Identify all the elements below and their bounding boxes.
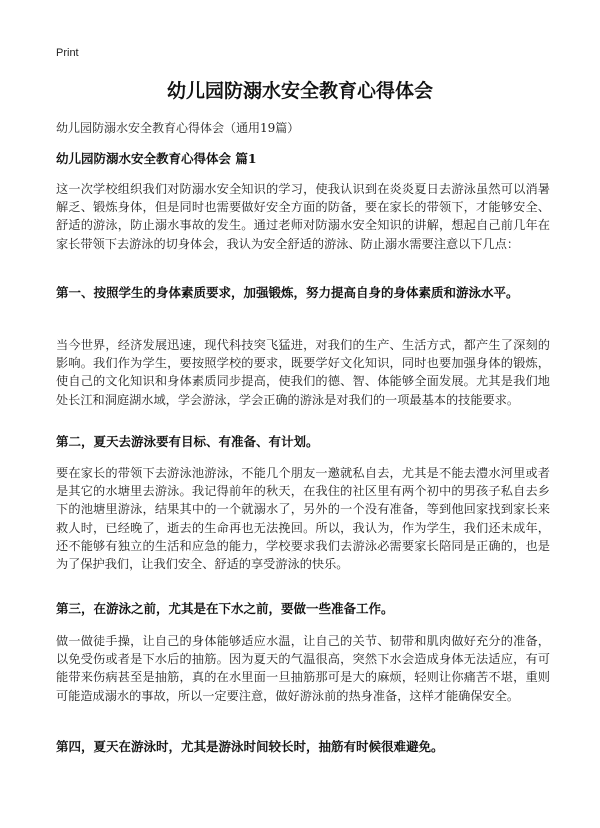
paragraph-point-1: 当今世界，经济发展迅速，现代科技突飞猛进，对我们的生产、生活方式，都产生了深刻的影响。我们作为学生，要按照学校的要求，既要学好文化知识，同时也要加强身体的锻炼，使自己的文化知识和身体素质同步提高，使我们的德、智、体能够全面发展。尤其是我们地处长江和洞庭湖水域，学会游泳，学会正确的游泳是对我们的一项最基本的技能要求。 [56,338,550,407]
document-title: 幼儿园防溺水安全教育心得体会 [166,80,433,102]
intro-paragraph: 这一次学校组织我们对防溺水安全知识的学习，使我认识到在炎炎夏日去游泳虽然可以消暑解乏、锻炼身体，但是同时也需要做好安全方面的防备，要在家长的带领下，才能够安全、舒适的游泳，防止溺水事故的发生。通过老师对防溺水安全知识的讲解，想起自己前几年在家长带领下去游泳的切身体会，我认为安全舒适的游泳、防止溺水需要注意以下几点： [56,182,550,251]
section-title: 幼儿园防溺水安全教育心得体会 篇1 [56,151,257,166]
heading-point-3: 第三，在游泳之前，尤其是在下水之前，要做一些准备工作。 [56,601,394,616]
document-subtitle: 幼儿园防溺水安全教育心得体会（通用19篇） [56,121,300,135]
paragraph-point-2: 要在家长的带领下去游泳池游泳，不能几个朋友一邀就私自去，尤其是不能去澧水河里或者是其它的水塘里去游泳。我记得前年的秋天，在我住的社区里有两个初中的男孩子私自去乡下的池塘里游泳，结果其中的一个就溺水了，另外的一个没有准备，等到他回家找到家长来救人时，已经晚了，逝去的生命再也无法挽回。所以，我认为，作为学生，我们还未成年，还不能够有独立的生活和应急的能力，学校要求我们去游泳必需要家长陪同是正确的，也是为了保护我们，让我们安全、舒适的享受游泳的快乐。 [56,466,550,572]
heading-point-1: 第一、按照学生的身体素质要求，加强锻炼，努力提高自身的身体素质和游泳水平。 [56,285,519,300]
heading-point-2: 第二，夏天去游泳要有目标、有准备、有计划。 [56,434,319,449]
paragraph-point-3: 做一做徒手操，让自己的身体能够适应水温，让自己的关节、韧带和肌肉做好充分的准备，以免受伤或者是下水后的抽筋。因为夏天的气温很高，突然下水会造成身体无法适应，有可能带来伤病甚至是抽筋，真的在水里面一旦抽筋那可是大的麻烦，轻则让你痛苦不堪，重则可能造成溺水的事故，所以一定要注意，做好游泳前的热身准备，这样才能确保安全。 [56,634,550,703]
heading-point-4: 第四，夏天在游泳时，尤其是游泳时间较长时，抽筋有时候很难避免。 [56,739,444,754]
print-label[interactable]: Print [56,47,79,59]
